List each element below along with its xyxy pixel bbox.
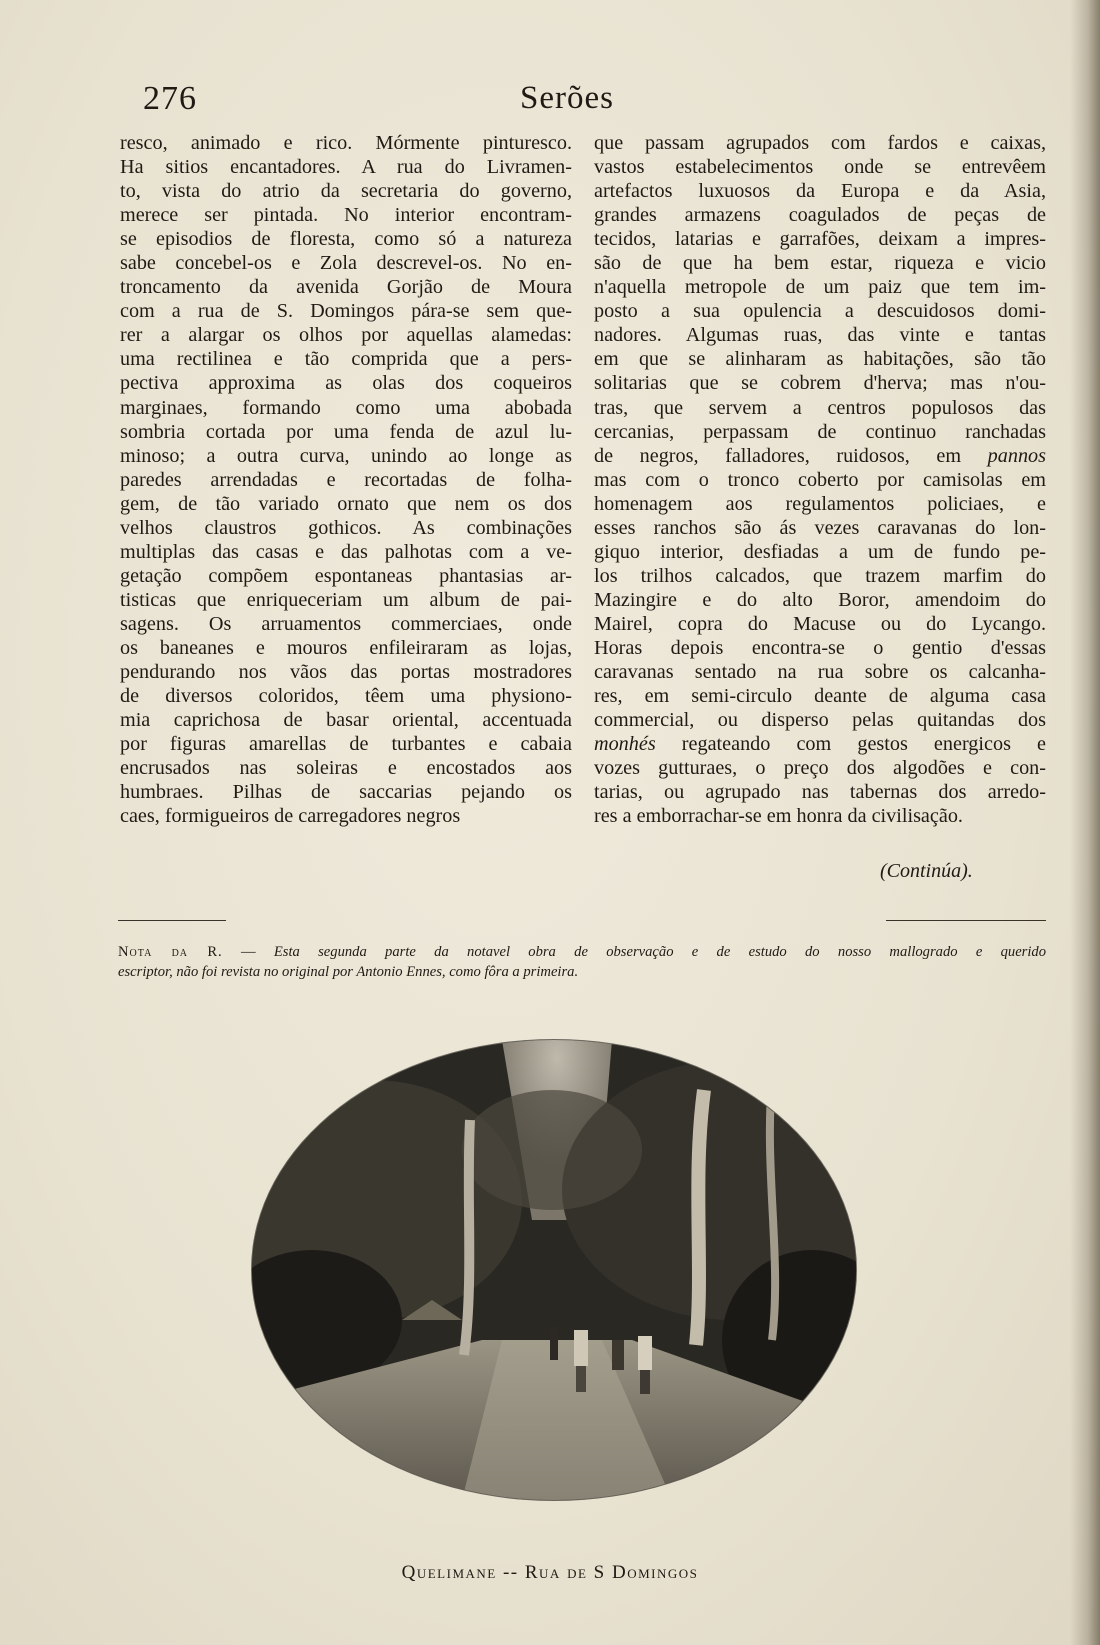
footnote-rule-right: [886, 920, 1046, 921]
italic-word: monhés: [594, 733, 656, 756]
left-column-line: rer a alargar os olhos por aquellas alamedas:: [120, 324, 572, 347]
right-column-line: Horas depois encontra-se o gentio d'essas: [594, 636, 1046, 659]
left-column-line: Ha sitios encantadores. A rua do Livramen-: [120, 156, 572, 179]
right-column-line: caravanas sentado na rua sobre os calcanha-: [594, 661, 1046, 684]
right-column-line: cercanias, perpassam de continuo ranchadas: [594, 420, 1046, 443]
left-column-line: de diversos coloridos, têem uma physiono-: [120, 685, 572, 708]
left-column-line: merece ser pintada. No interior encontram-: [120, 204, 572, 227]
left-column-line: pectiva approxima as olas dos coqueiros: [120, 372, 572, 395]
photo-caption: Quelimane -- Rua de S Domingos: [401, 1562, 699, 1583]
right-column-line: artefactos luxuosos da Europa e da Asia,: [594, 180, 1046, 203]
left-column-line: se episodios de floresta, como só a natureza: [120, 228, 572, 251]
left-column-line: tisticas que enriqueceriam um album de pai-: [120, 588, 572, 611]
running-head: Serões: [520, 80, 614, 116]
right-column-line: [594, 444, 1046, 468]
editor-note-line-2: [118, 962, 1046, 982]
right-column-line: esses ranchos são ás vezes caravanas do lon-: [594, 516, 1046, 539]
right-column-line: los trilhos calcados, que trazem marfim do: [594, 564, 1046, 587]
left-column-line: por figuras amarellas de turbantes e cabaia: [120, 733, 572, 756]
left-column-line: marginaes, formando como uma abobada: [120, 396, 572, 419]
right-column-line: grandes armazens coagulados de peças de: [594, 204, 1046, 227]
left-column-line: encrusados nas soleiras e encostados aos: [120, 757, 572, 780]
right-column-line: res a emborrachar-se em honra da civilisação.: [594, 805, 963, 828]
editor-note-dash: —: [222, 944, 274, 960]
editor-note-text-2: escriptor, não foi revista no original por Antonio Ennes, como fôra a primeira.: [118, 964, 579, 980]
left-column-line: gem, de tão variado ornato que nem os dos: [120, 492, 572, 515]
left-column-line: sabe concebel-os e Zola descrevel-os. No en-: [120, 252, 572, 275]
left-column-line: troncamento da avenida Gorjão de Moura: [120, 276, 572, 299]
right-column-line: vozes gutturaes, o preço dos algodões e con-: [594, 757, 1046, 780]
right-column-line: mas com o tronco coberto por camisolas em: [594, 468, 1046, 491]
italic-word: pannos: [987, 444, 1046, 467]
continua-mark: (Continúa).: [880, 860, 973, 882]
editor-note: [118, 942, 1046, 982]
left-column-line: os baneanes e mouros enfileiraram as lojas,: [120, 636, 572, 659]
left-column-line: minoso; a outra curva, unindo ao longe as: [120, 444, 572, 467]
street-photograph-drawing: [252, 1040, 856, 1500]
left-column-line: mia caprichosa de basar oriental, accentuada: [120, 709, 572, 732]
right-column-line: tarias, ou agrupado nas tabernas dos arredo-: [594, 781, 1046, 804]
right-column-text: regateando com gestos energicos e: [655, 733, 1046, 756]
editor-note-line-1: [118, 942, 1046, 962]
left-column-line: paredes arrendadas e recortadas de folha-: [120, 468, 572, 491]
right-column-line: são de que ha bem estar, riqueza e vicio: [594, 252, 1046, 275]
left-column-line: getação compõem espontaneas phantasias ar-: [120, 564, 572, 587]
footnote-rule-left: [118, 920, 226, 921]
right-column-line: em que se alinharam as habitações, são tão: [594, 348, 1046, 371]
left-column-line: humbraes. Pilhas de saccarias pejando os: [120, 781, 572, 804]
editor-note-text-1: Esta segunda parte da notavel obra de observação e de estudo do nosso mallogrado e querido: [273, 944, 1047, 960]
right-column-line: nadores. Algumas ruas, das vinte e tantas: [594, 324, 1046, 347]
left-column-line: com a rua de S. Domingos pára-se sem que-: [120, 300, 572, 323]
left-column-line: velhos claustros gothicos. As combinações: [120, 516, 572, 539]
right-column-line: commercial, ou disperso pelas quitandas dos: [594, 709, 1046, 732]
right-column-text: de negros, falladores, ruidosos, em: [594, 444, 988, 467]
left-column: [120, 131, 572, 828]
right-column-line: posto a sua opulencia a descuidosos domi-: [594, 300, 1046, 323]
left-column-line: caes, formigueiros de carregadores negros: [120, 805, 461, 828]
left-column-line: sombria cortada por uma fenda de azul lu-: [120, 420, 572, 443]
page-number: 276: [143, 80, 197, 117]
street-photograph: [252, 1040, 856, 1500]
right-column-line: [594, 732, 1046, 756]
right-column-line: res, em semi-circulo deante de alguma casa: [594, 685, 1046, 708]
right-column-line: que passam agrupados com fardos e caixas,: [594, 132, 1046, 154]
right-column-line: Mairel, copra do Macuse ou do Lycango.: [594, 612, 1046, 635]
right-column-line: n'aquella metropole de um paiz que tem im-: [594, 276, 1046, 299]
right-column-line: homenagem aos regulamentos policiaes, e: [594, 492, 1046, 515]
right-column-line: tras, que servem a centros populosos das: [594, 396, 1046, 419]
page-edge-shadow: [1070, 0, 1100, 1645]
right-column: [594, 131, 1046, 828]
right-column-line: Mazingire e do alto Boror, amendoim do: [594, 588, 1046, 611]
right-column-line: giquo interior, desfiadas a um de fundo pe-: [594, 540, 1046, 563]
left-column-line: sagens. Os arruamentos commerciaes, onde: [120, 612, 572, 635]
right-column-line: tecidos, latarias e garrafões, deixam a impres-: [594, 228, 1046, 251]
left-column-line: multiplas das casas e das palhotas com a ve-: [120, 540, 572, 563]
right-column-line: solitarias que se cobrem d'herva; mas n'ou-: [594, 372, 1046, 395]
left-column-line: pendurando nos vãos das portas mostradores: [120, 661, 572, 684]
left-column-line: to, vista do atrio da secretaria do governo,: [120, 180, 572, 203]
left-column-line: uma rectilinea e tão comprida que a pers-: [120, 348, 572, 371]
left-column-line: resco, animado e rico. Mórmente pinturesco.: [120, 132, 572, 154]
right-column-line: vastos estabelecimentos onde se entrevêem: [594, 156, 1046, 179]
editor-note-label: Nota da R.: [118, 944, 223, 960]
